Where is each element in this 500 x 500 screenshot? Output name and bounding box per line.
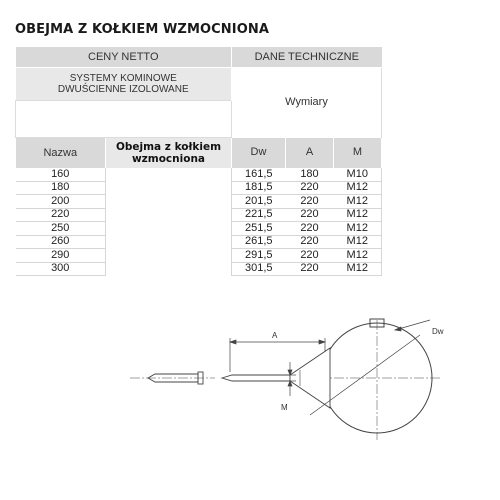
cell-name: 200 <box>16 195 106 209</box>
product-line2: wzmocniona <box>131 153 206 165</box>
system-label-line1: SYSTEMY KOMINOWE <box>69 73 177 84</box>
cell-dw: 221,5 <box>232 208 286 222</box>
table-row <box>16 249 382 263</box>
cell-a: 220 <box>286 262 334 276</box>
cell-price <box>106 195 232 209</box>
cell-name: 160 <box>16 168 106 181</box>
price-spec-table <box>15 47 382 276</box>
table-row <box>16 208 382 222</box>
system-label <box>16 68 232 101</box>
table-row <box>16 222 382 236</box>
dimension-dw <box>395 320 430 331</box>
cell-dw: 251,5 <box>232 222 286 236</box>
cell-name: 220 <box>16 208 106 222</box>
column-header-dw: Dw <box>232 138 286 169</box>
cell-dw: 201,5 <box>232 195 286 209</box>
table-row <box>16 181 382 195</box>
column-header-a: A <box>286 138 334 169</box>
cell-price <box>106 168 232 181</box>
label-a: A <box>272 331 278 340</box>
cell-name: 180 <box>16 181 106 195</box>
section-tech-header: DANE TECHNICZNE <box>232 47 382 68</box>
dimensions-label: Wymiary <box>232 68 382 138</box>
cell-a: 180 <box>286 168 334 181</box>
clamp-pin <box>222 348 330 408</box>
cell-dw: 181,5 <box>232 181 286 195</box>
cell-m: M12 <box>334 262 382 276</box>
separate-pin <box>130 372 215 384</box>
cell-a: 220 <box>286 195 334 209</box>
cell-a: 220 <box>286 222 334 236</box>
cell-a: 220 <box>286 181 334 195</box>
section-prices-header: CENY NETTO <box>16 47 232 68</box>
cell-m: M12 <box>334 208 382 222</box>
table-row <box>16 235 382 249</box>
label-dw: Dw <box>432 327 444 336</box>
cell-a: 220 <box>286 235 334 249</box>
cell-a: 220 <box>286 249 334 263</box>
table-row <box>16 262 382 276</box>
cell-price <box>106 222 232 236</box>
cell-price <box>106 249 232 263</box>
cell-dw: 261,5 <box>232 235 286 249</box>
cell-name: 300 <box>16 262 106 276</box>
technical-drawing <box>0 290 500 490</box>
cell-m: M12 <box>334 235 382 249</box>
cell-price <box>106 181 232 195</box>
column-header-product <box>106 138 232 169</box>
cell-dw: 161,5 <box>232 168 286 181</box>
column-header-name: Nazwa <box>16 138 106 169</box>
cell-name: 290 <box>16 249 106 263</box>
page-title: OBEJMA Z KOŁKIEM WZMOCNIONA <box>15 22 269 37</box>
cell-price <box>106 262 232 276</box>
cell-m: M12 <box>334 222 382 236</box>
table-row <box>16 168 382 181</box>
cell-name: 260 <box>16 235 106 249</box>
cell-m: M12 <box>334 195 382 209</box>
cell-name: 250 <box>16 222 106 236</box>
cell-price <box>106 208 232 222</box>
cell-a: 220 <box>286 208 334 222</box>
pipe-circle <box>318 319 440 440</box>
blank-price-cell <box>16 101 232 138</box>
table-row <box>16 195 382 209</box>
column-header-m: M <box>334 138 382 169</box>
label-m: M <box>281 403 288 412</box>
cell-m: M12 <box>334 181 382 195</box>
cell-price <box>106 235 232 249</box>
cell-m: M10 <box>334 168 382 181</box>
cell-m: M12 <box>334 249 382 263</box>
system-label-line2: DWUŚCIENNE IZOLOWANE <box>57 84 189 95</box>
cell-dw: 291,5 <box>232 249 286 263</box>
product-line1: Obejma z kołkiem <box>115 141 222 153</box>
cell-dw: 301,5 <box>232 262 286 276</box>
